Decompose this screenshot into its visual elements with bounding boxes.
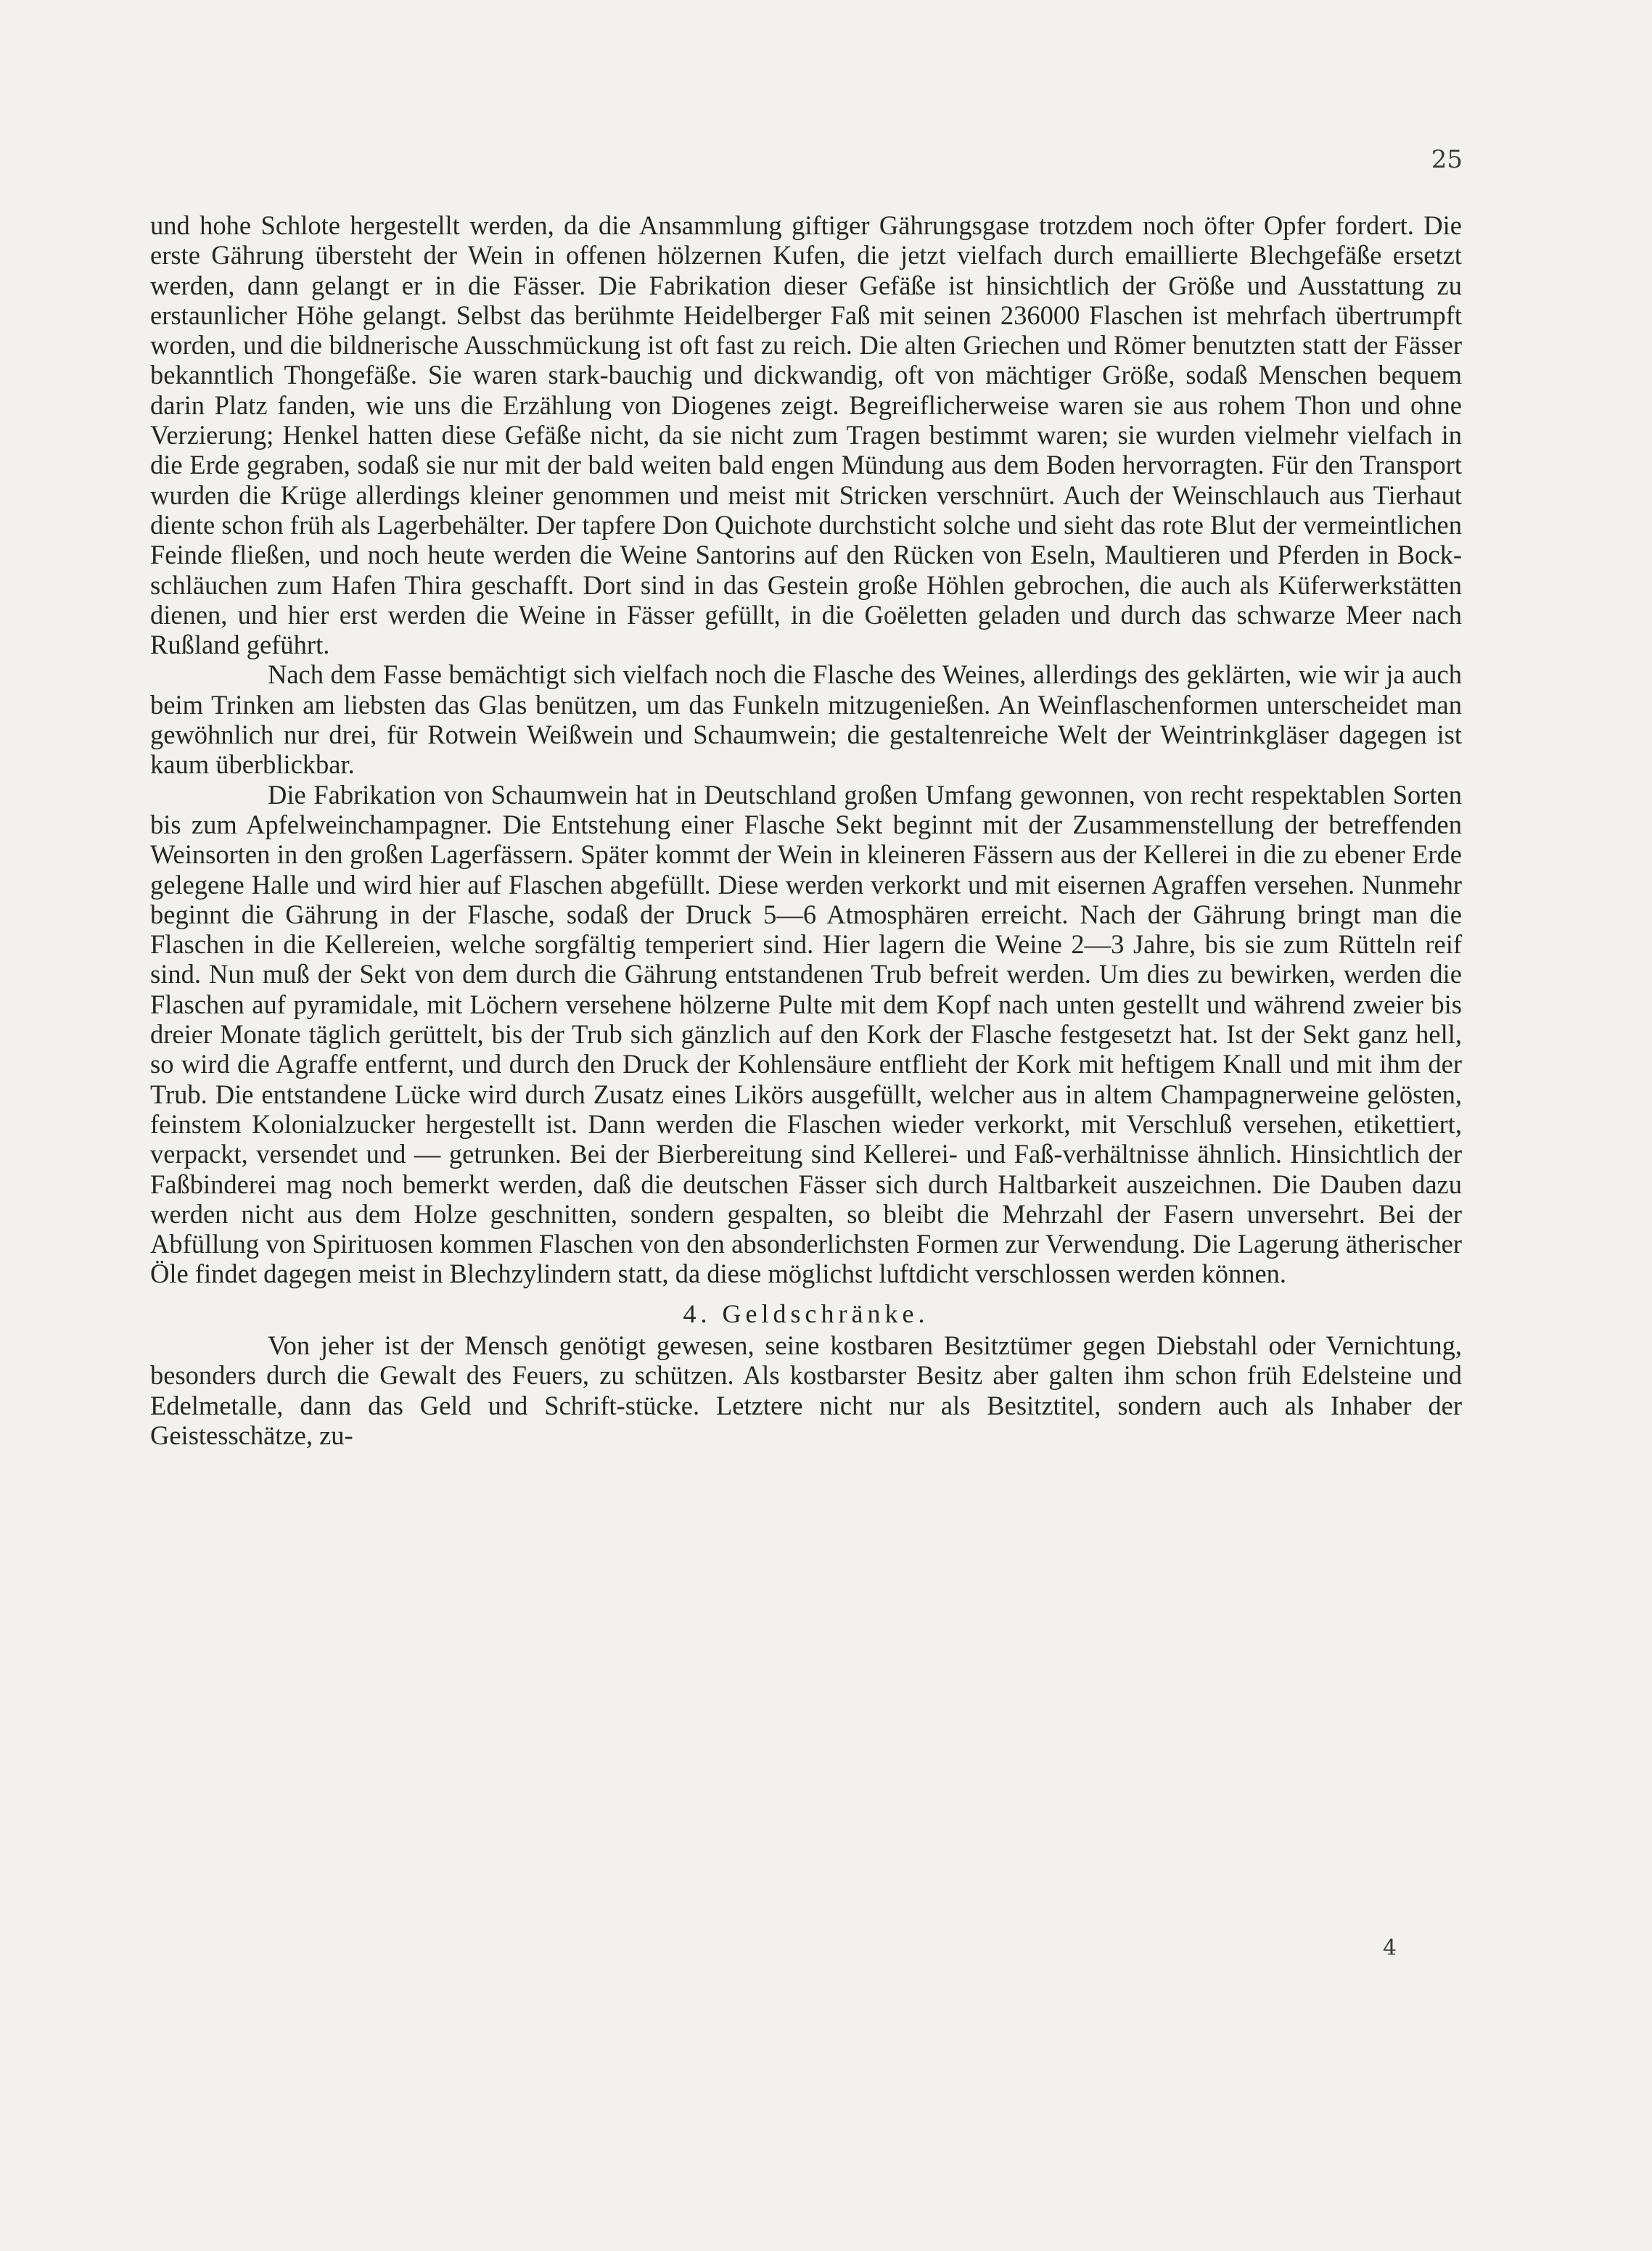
paragraph-3: Die Fabrikation von Schaumwein hat in Deutschland großen Umfang gewonnen, von recht respektablen Sorten bis zum Apfelweinchampagner. Die Entstehung einer Flasche Sekt beginnt mit der Zusammenstellung der betreffenden Weinsorten in den großen Lagerfässern. Später kommt der Wein in kleineren Fässern aus der Kellerei in die zu ebener Erde gelegene Halle und wird hier auf Flaschen abgefüllt. Diese werden verkorkt und mit eisernen Agraffen versehen. Nunmehr beginnt die Gährung in der Flasche, sodaß der Druck 5—6 Atmosphären erreicht. Nach der Gährung bringt man die Flaschen in die Kellereien, welche sorgfältig temperiert sind. Hier lagern die Weine 2—3 Jahre, bis sie zum Rütteln reif sind. Nun muß der Sekt von dem durch die Gährung entstandenen Trub befreit werden. Um dies zu bewirken, werden die Flaschen auf pyramidale, mit Löchern versehene hölzerne Pulte mit dem Kopf nach unten gestellt und während zweier bis dreier Monate täglich gerüttelt, bis der Trub sich gänzlich auf den Kork der Flasche festgesetzt hat. Ist der Sekt ganz hell, so wird die Agraffe entfernt, und durch den Druck der Kohlensäure entflieht der Kork mit heftigem Knall und mit ihm der Trub. Die entstandene Lücke wird durch Zusatz eines Likörs ausgefüllt, welcher aus in altem Champagnerweine gelösten, feinstem Kolonialzucker hergestellt ist. Dann werden die Flaschen wieder verkorkt, mit Verschluß versehen, etikettiert, verpackt, versendet und — getrunken. Bei der Bierbereitung sind Kellerei- und Faß-verhältnisse ähnlich. Hinsichtlich der Faßbinderei mag noch bemerkt werden, daß die deutschen Fässer sich durch Haltbarkeit auszeichnen. Die Dauben dazu werden nicht aus dem Holze geschnitten, sondern gespalten, so bleibt die Mehrzahl der Fasern unversehrt. Bei der Abfüllung von Spirituosen kommen Flaschen von den absonderlichsten Formen zur Verwendung. Die Lagerung ätherischer Öle findet dagegen meist in Blechzylindern statt, da diese möglichst luftdicht verschlossen werden können. [150,779,1462,1289]
paragraph-1: und hohe Schlote hergestellt werden, da die Ansammlung giftiger Gährungsgase trotzdem noch öfter Opfer fordert. Die erste Gährung übersteht der Wein in offenen hölzernen Kufen, die jetzt vielfach durch emaillierte Blechgefäße ersetzt werden, dann gelangt er in die Fässer. Die Fabrikation dieser Gefäße ist hinsichtlich der Größe und Ausstattung zu erstaunlicher Höhe gelangt. Selbst das berühmte Heidelberger Faß mit seinen 236000 Flaschen ist mehrfach übertrumpft worden, und die bildnerische Ausschmückung ist oft fast zu reich. Die alten Griechen und Römer benutzten statt der Fässer bekanntlich Thongefäße. Sie waren stark-bauchig und dickwandig, oft von mächtiger Größe, sodaß Menschen bequem darin Platz fanden, wie uns die Erzählung von Diogenes zeigt. Begreiflicherweise waren sie aus rohem Thon und ohne Verzierung; Henkel hatten diese Gefäße nicht, da sie nicht zum Tragen bestimmt waren; sie wurden vielmehr vielfach in die Erde gegraben, sodaß sie nur mit der bald weiten bald engen Mündung aus dem Boden hervorragten. Für den Transport wurden die Krüge allerdings kleiner genommen und meist mit Stricken verschnürt. Auch der Weinschlauch aus Tierhaut diente schon früh als Lagerbehälter. Der tapfere Don Quichote durchsticht solche und sieht das rote Blut der vermeintlichen Feinde fließen, und noch heute werden die Weine Santorins auf den Rücken von Eseln, Maultieren und Pferden in Bock-schläuchen zum Hafen Thira geschafft. Dort sind in das Gestein große Höhlen gebrochen, die auch als Küferwerkstätten dienen, und hier erst werden die Weine in Fässer gefüllt, in die Goëletten geladen und durch das schwarze Meer nach Rußland geführt. [150,210,1462,660]
paragraph-2: Nach dem Fasse bemächtigt sich vielfach noch die Flasche des Weines, allerdings des geklärten, wie wir ja auch beim Trinken am liebsten das Glas benützen, um das Funkeln mitzugenießen. An Weinflaschenformen unterscheidet man gewöhnlich nur drei, für Rotwein Weißwein und Schaumwein; die gestaltenreiche Welt der Weintrinkgläser dagegen ist kaum überblickbar. [150,659,1462,780]
page-number: 25 [1431,145,1463,174]
body-text [150,210,1462,1450]
section-heading: 4. Geldschränke. [683,1299,929,1328]
signature-mark: 4 [1383,1935,1397,1961]
paragraph-4: Von jeher ist der Mensch genötigt gewesen, seine kostbaren Besitztümer gegen Diebstahl oder Vernichtung, besonders durch die Gewalt des Feuers, zu schützen. Als kostbarster Besitz aber galten ihm schon früh Edelsteine und Edelmetalle, dann das Geld und Schrift-stücke. Letztere nicht nur als Besitztitel, sondern auch als Inhaber der Geistesschätze, zu- [150,1330,1462,1450]
